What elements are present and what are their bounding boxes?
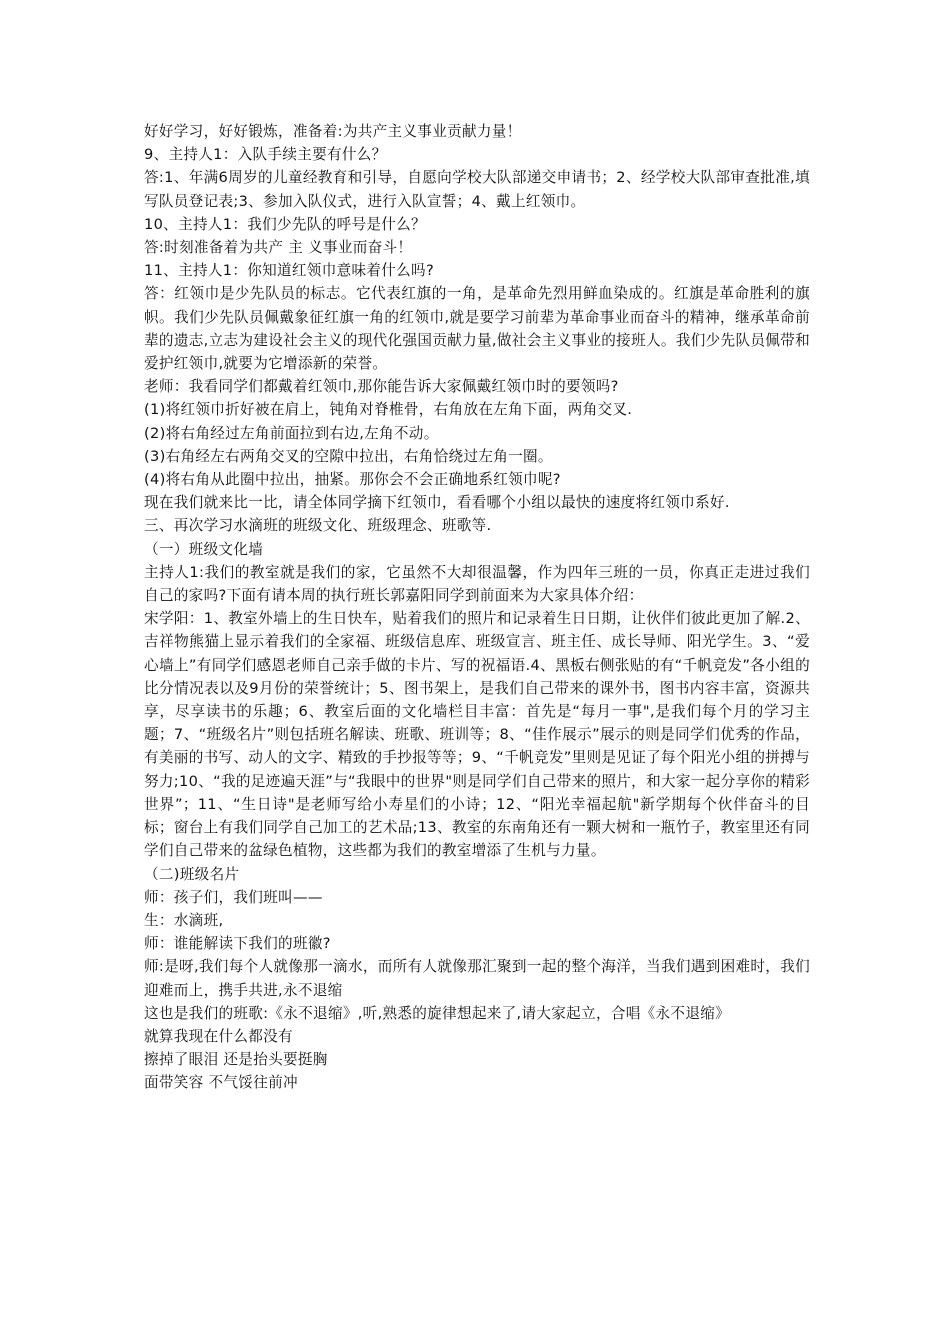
song-lyric-line: 就算我现在什么都没有 [144,1027,293,1045]
document-body [144,120,810,1095]
paragraph: (3)右角经左右两角交叉的空隙中拉出，右角恰绕过左角一圈。 [144,447,553,465]
song-lyric-line: 擦掉了眼泪 还是抬头要挺胸 [144,1051,328,1069]
section-heading: 三、再次学习水滴班的班级文化、班级理念、班歌等. [144,517,492,535]
paragraph: 答:1、年满6周岁的儿童经教育和引导，自愿向学校大队部递交申请书；2、经学校大队部审查批准,填写队员登记表;3、参加入队仪式，进行入队宣誓；4、戴上红领巾。 [144,169,810,210]
paragraph: 答：红领巾是少先队员的标志。它代表红旗的一角，是革命先烈用鲜血染成的。红旗是革命胜利的旗帜。我们少先队员佩戴象征红旗一角的红领巾,就是要学习前辈为革命事业而奋斗的精神，继承革命前辈的遗志,立志为建设社会主义的现代化强国贡献力量,做社会主义事业的接班人。我们少先队员佩带和爱护红领巾,就要为它增添新的荣誉。 [144,285,810,373]
paragraph: 师:是呀,我们每个人就像那一滴水，而所有人就像那汇聚到一起的整个海洋，当我们遇到困难时，我们迎难而上，携手共进,永不退缩 [144,958,810,999]
paragraph: 10、主持人1：我们少先队的呼号是什么？ [144,215,426,233]
paragraph: 现在我们就来比一比，请全体同学摘下红领巾，看看哪个小组以最快的速度将红领巾系好. [144,494,730,512]
subsection-heading: （二)班级名片 [144,865,240,883]
paragraph: (2)将右角经过左角前面拉到右边,左角不动。 [144,424,439,442]
paragraph: 师：孩子们，我们班叫—— [144,888,323,906]
paragraph: 好好学习，好好锻炼，准备着:为共产主义事业贡献力量！ [144,123,522,140]
paragraph: (4)将右角从此圈中拉出，抽紧。那你会不会正确地系红领巾呢? [144,471,561,489]
paragraph: (1)将红领巾折好被在肩上，钝角对脊椎骨，右角放在左角下面，两角交叉. [144,401,633,419]
paragraph: 11、主持人1：你知道红领巾意味着什么吗? [144,262,434,280]
paragraph: 9、主持人1：入队手续主要有什么？ [144,146,387,164]
paragraph: 答:时刻准备着为共产 主 义事业而奋斗！ [144,239,413,257]
paragraph: 老师：我看同学们都戴着红领巾,那你能告诉大家佩戴红领巾时的要领吗? [144,378,619,396]
paragraph: 宋学阳：1、教室外墙上的生日快车，贴着我们的照片和记录着生日日期，让伙伴们彼此更加了解.2、吉祥物熊猫上显示着我们的全家福、班级信息库、班级宣言、班主任、成长导师、阳光学生。3、“爱心墙上”有同学们感恩老师自己亲手做的卡片、写的祝福语.4、黑板右侧张贴的有“千帆竞发”各小组的比分情况表以及9月份的荣誉统计；5、图书架上，是我们自己带来的课外书，图书内容丰富，资源共享，尽享读书的乐趣；6、教室后面的文化墙栏目丰富：首先是“每月一事",是我们每个月的学习主题；7、“班级名片”则包括班名解读、班歌、班训等；8、“佳作展示”展示的则是同学们优秀的作品，有美丽的书写、动人的文字、精致的手抄报等等；9、“千帆竞发”里则是见证了每个阳光小组的拼搏与努力;10、“我的足迹遍天涯”与“我眼中的世界"则是同学们自己带来的照片，和大家一起分享你的精彩世界”；11、“生日诗"是老师写给小寿星们的小诗；12、“阳光幸福起航"新学期每个伙伴奋斗的目标；窗台上有我们同学自己加工的艺术品;13、教室的东南角还有一颗大树和一瓶竹子，教室里还有同学们自己带来的盆绿色植物，这些都为我们的教室增添了生机与力量。 [144,610,810,860]
paragraph: 这也是我们的班歌:《永不退缩》,听,熟悉的旋律想起来了,请大家起立，合唱《永不退缩》 [144,1004,730,1022]
subsection-heading: （一）班级文化墙 [144,540,264,558]
paragraph: 生：水滴班, [144,911,224,929]
paragraph: 主持人1:我们的教室就是我们的家，它虽然不大却很温馨，作为四年三班的一员，你真正走进过我们自己的家吗?下面有请本周的执行班长郭嘉阳同学到前面来为大家具体介绍： [144,563,810,605]
song-lyric-line: 面带笑容 不气馁往前冲 [144,1074,298,1092]
paragraph: 师：谁能解读下我们的班徽? [144,935,331,953]
